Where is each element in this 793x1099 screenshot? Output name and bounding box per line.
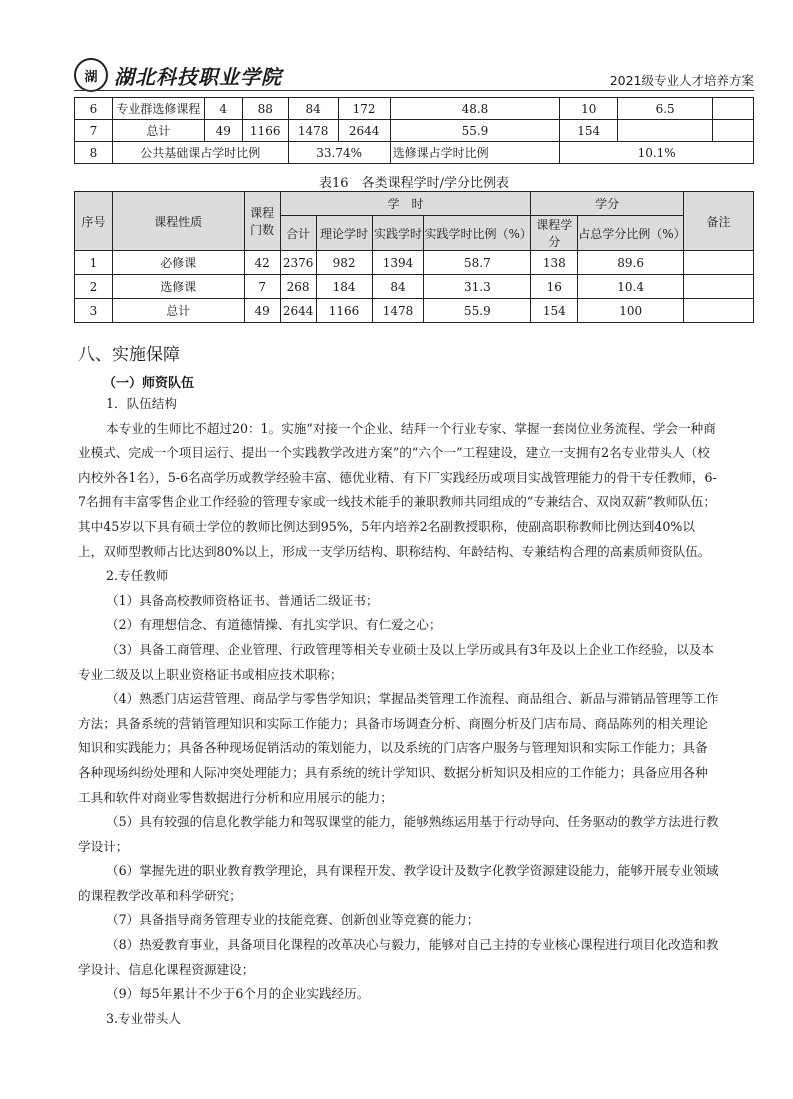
college-name-logo: 湖北科技职业学院 bbox=[114, 64, 282, 89]
course-summary-table bbox=[74, 97, 754, 164]
table-header-row: 序号 课程性质 课程门数 学 时 学分 备注 bbox=[75, 192, 754, 216]
paragraph: 本专业的生师比不超过20：1。实施“对接一个企业、结拜一个行业专家、掌握一套岗位业务流程、学会一种商业模式、完成一个项目运行、提出一个实践教学改进方案”的“六个一”工程建设，建立一支拥有2名专业带头人（校内校外各1名），5-6名高学历或教学经验丰富、德优业精、有下厂实践经历或项目实战管理能力的骨干专任教师，6-7名拥有丰富零售企业工作经验的管理专家或一线技术能手的兼职教师共同组成的“专兼结合、双岗双薪”教师队伍；其中45岁以下具有硕士学位的教师比例达到95%，5年内培养2名副教授职称，使副高职称教师比例达到40%以上，双师型教师占比达到80%以上，形成一支学历结构、职称结构、年龄结构、专兼结构合理的高素质师资队伍。 bbox=[78, 420, 717, 559]
list-item: （7）具备指导商务管理专业的技能竞赛、创新创业等竞赛的能力； bbox=[106, 912, 480, 928]
list-item: （9）每5年累计不少于6个月的企业实践经历。 bbox=[106, 986, 370, 1002]
table-row: 1 必修课 42 2376 982 1394 58.7 138 89.6 bbox=[75, 251, 754, 275]
table-row: 3 总计 49 2644 1166 1478 55.9 154 100 bbox=[75, 299, 754, 323]
college-logo bbox=[74, 58, 282, 92]
section-body bbox=[78, 392, 720, 1031]
table-row: 7 总计 49 1166 1478 2644 55.9 154 bbox=[75, 120, 754, 142]
list-item: （3）具备工商管理、企业管理、行政管理等相关专业硕士及以上学历或具有3年及以上企业工作经验，以及本专业二级及以上职业资格证书或相应技术职称； bbox=[78, 641, 714, 682]
table-subheader-row: 合计 理论学时 实践学时 实践学时比例（%） 课程学分 占总学分比例（%） bbox=[75, 216, 754, 251]
list-item: （2）有理想信念、有道德情操、有扎实学识、有仁爱之心； bbox=[106, 617, 442, 633]
course-ratio-table bbox=[74, 191, 754, 323]
subheading: 2.专任教师 bbox=[106, 568, 169, 584]
table-row: 2 选修课 7 268 184 84 31.3 16 10.4 bbox=[75, 275, 754, 299]
subheading: 3.专业带头人 bbox=[106, 1010, 181, 1026]
section-title: 八、实施保障 bbox=[78, 345, 180, 365]
page-header bbox=[74, 58, 754, 88]
header-divider bbox=[74, 90, 754, 91]
table-caption: 表16 各类课程学时/学分比例表 bbox=[319, 176, 509, 191]
table-row: 8 公共基础课占学时比例 33.74% 选修课占学时比例 10.1% bbox=[75, 142, 754, 164]
subsection-title: （一）师资队伍 bbox=[103, 376, 195, 391]
list-item: （1）具备高校教师资格证书、普通话二级证书； bbox=[106, 592, 379, 608]
subheading: 1．队伍结构 bbox=[106, 396, 177, 411]
list-item: （8）热爱教育事业，具备项目化课程的改革决心与毅力，能够对自己主持的专业核心课程进行项目化改造和教学设计、信息化课程资源建设； bbox=[78, 937, 719, 977]
list-item: （6）掌握先进的职业教育教学理论，具有课程开发、教学设计及数字化教学资源建设能力，能够开展专业领域的课程教学改革和科学研究； bbox=[78, 863, 719, 903]
table-row: 6 专业群选修课程 4 88 84 172 48.8 10 6.5 bbox=[75, 98, 754, 120]
document-title: 2021级专业人才培养方案 bbox=[609, 73, 754, 88]
college-seal-icon: 湖 bbox=[74, 58, 108, 92]
list-item: （4）熟悉门店运营管理、商品学与零售学知识；掌握品类管理工作流程、商品组合、新品与滞销品管理等工作方法；具备系统的营销管理知识和实际工作能力；具备市场调查分析、商圈分析及门店布局、商品陈列的相关理论知识和实践能力；具备各种现场促销活动的策划能力，以及系统的门店客户服务与管理知识和实际工作能力；具备各种现场纠纷处理和人际冲突处理能力；具有系统的统计学知识、数据分析知识及相应的工作能力；具备应用各种工具和软件对商业零售数据进行分析和应用展示的能力； bbox=[78, 691, 719, 805]
list-item: （5）具有较强的信息化教学能力和驾驭课堂的能力，能够熟练运用基于行动导向、任务驱动的教学方法进行教学设计； bbox=[78, 814, 719, 854]
